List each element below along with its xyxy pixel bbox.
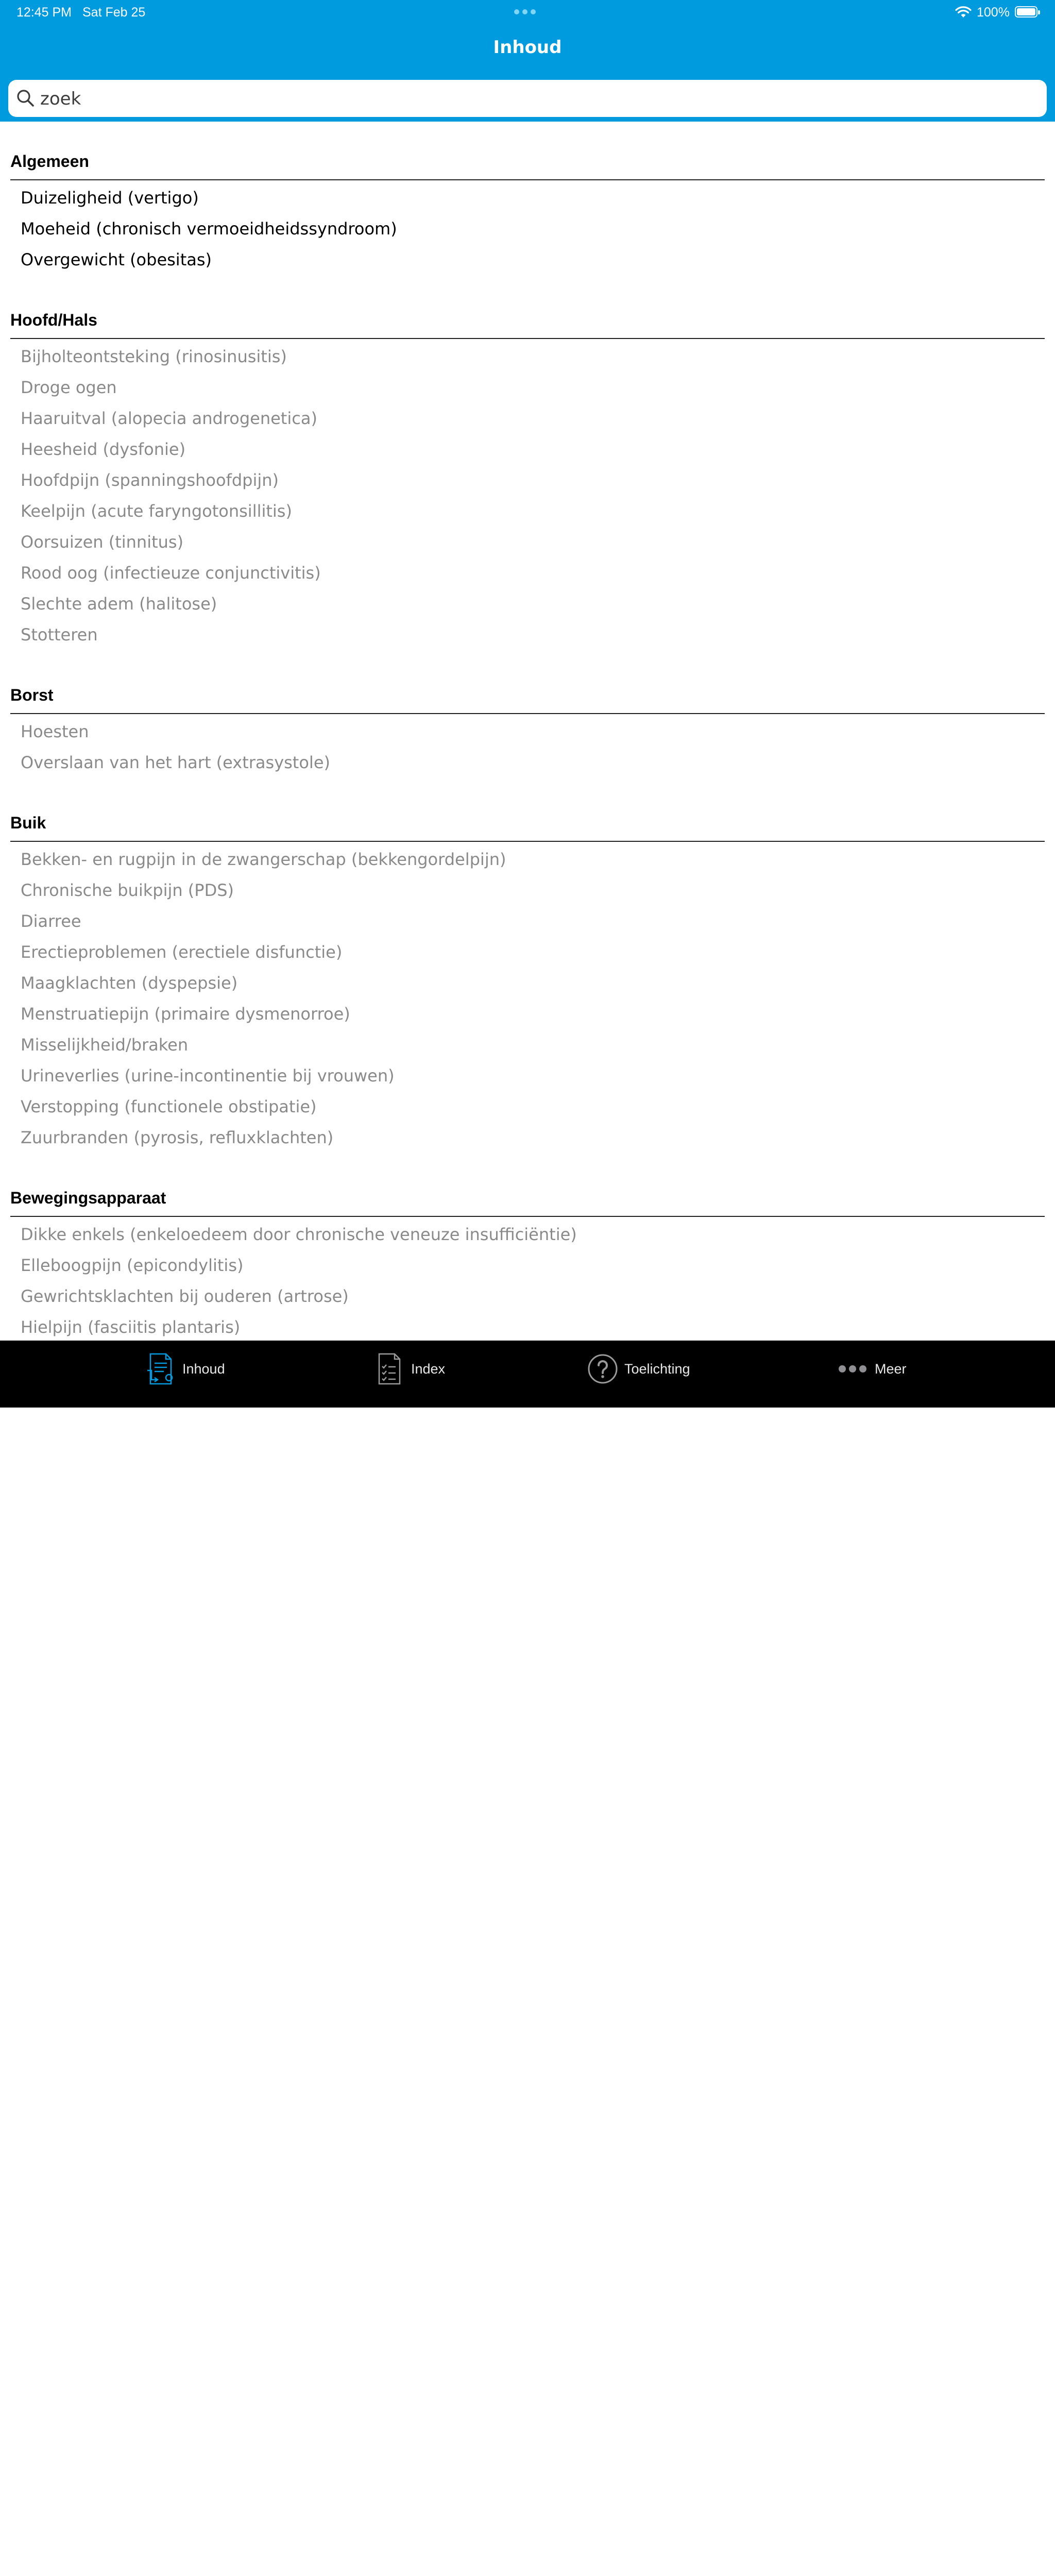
list-item[interactable]: Haaruitval (alopecia androgenetica)	[21, 409, 317, 428]
list-item[interactable]: Misselijkheid/braken	[21, 1035, 189, 1055]
section-header	[10, 1184, 1045, 1217]
list-item[interactable]: Overslaan van het hart (extrasystole)	[21, 753, 330, 772]
list-item[interactable]: Stotteren	[21, 625, 98, 645]
status-bar	[0, 0, 1055, 26]
section-items	[0, 339, 1055, 650]
list-item[interactable]: Rood oog (infectieuze conjunctivitis)	[21, 563, 321, 583]
list-item[interactable]: Droge ogen	[21, 378, 117, 397]
page-title: Inhoud	[493, 37, 562, 58]
wifi-icon	[955, 5, 972, 19]
section-header	[10, 809, 1045, 842]
list-item[interactable]: Keelpijn (acute faryngotonsillitis)	[21, 501, 292, 521]
contents-icon	[145, 1352, 176, 1386]
list-item[interactable]: Heesheid (dysfonie)	[21, 439, 186, 459]
section-bewegingsapparaat	[0, 1184, 1055, 1341]
list-item[interactable]: Verstopping (functionele obstipatie)	[21, 1097, 317, 1116]
status-time: 12:45 PM	[16, 5, 72, 20]
section-title: Buik	[10, 814, 46, 832]
list-item[interactable]: Oorsuizen (tinnitus)	[21, 532, 184, 552]
tab-label: Meer	[875, 1361, 907, 1377]
contents-list	[0, 122, 1055, 1341]
section-items	[0, 842, 1055, 1153]
section-title: Algemeen	[10, 152, 89, 171]
section-header	[10, 147, 1045, 180]
list-item[interactable]: Maagklachten (dyspepsie)	[21, 973, 238, 993]
tab-index[interactable]	[374, 1351, 445, 1387]
search-bar[interactable]	[8, 80, 1047, 117]
tab-label: Toelichting	[624, 1361, 690, 1377]
tab-toelichting[interactable]	[587, 1351, 690, 1387]
list-item[interactable]: Slechte adem (halitose)	[21, 594, 217, 614]
section-hoofd-hals	[0, 306, 1055, 650]
status-date: Sat Feb 25	[82, 5, 146, 20]
more-icon	[839, 1365, 866, 1372]
help-icon	[587, 1352, 618, 1386]
list-item[interactable]: Hoofdpijn (spanningshoofdpijn)	[21, 470, 279, 490]
list-item[interactable]: Bijholteontsteking (rinosinusitis)	[21, 347, 287, 366]
list-item[interactable]: Overgewicht (obesitas)	[21, 250, 212, 269]
search-input[interactable]	[39, 85, 1020, 113]
section-algemeen	[0, 147, 1055, 275]
section-title: Hoofd/Hals	[10, 311, 97, 329]
index-icon	[374, 1352, 405, 1386]
tab-label: Inhoud	[182, 1361, 225, 1377]
section-buik	[0, 809, 1055, 1153]
tab-inhoud[interactable]	[145, 1351, 225, 1387]
list-item[interactable]: Hoesten	[21, 722, 89, 741]
list-item[interactable]: Chronische buikpijn (PDS)	[21, 880, 234, 900]
tab-meer[interactable]	[839, 1351, 907, 1387]
tab-label: Index	[411, 1361, 446, 1377]
list-item[interactable]: Gewrichtsklachten bij ouderen (artrose)	[21, 1286, 349, 1306]
battery-icon	[1015, 6, 1037, 18]
tab-bar	[0, 1341, 1055, 1408]
list-item[interactable]: Erectieproblemen (erectiele disfunctie)	[21, 942, 343, 962]
list-item[interactable]: Menstruatiepijn (primaire dysmenorroe)	[21, 1004, 350, 1024]
section-items	[0, 714, 1055, 778]
top-bar	[0, 0, 1055, 122]
section-header	[10, 681, 1045, 714]
list-item[interactable]: Elleboogpijn (epicondylitis)	[21, 1256, 244, 1275]
section-header	[10, 306, 1045, 339]
list-item[interactable]: Dikke enkels (enkeloedeem door chronische veneuze insufficiëntie)	[21, 1225, 577, 1244]
section-items	[0, 1217, 1055, 1341]
list-item[interactable]: Urineverlies (urine-incontinentie bij vrouwen)	[21, 1066, 395, 1086]
list-item[interactable]: Bekken- en rugpijn in de zwangerschap (bekkengordelpijn)	[21, 850, 506, 869]
list-item[interactable]: Moeheid (chronisch vermoeidheidssyndroom)	[21, 219, 397, 239]
section-borst	[0, 681, 1055, 778]
section-items	[0, 180, 1055, 275]
section-title: Borst	[10, 686, 54, 704]
multitasking-dots-icon[interactable]	[514, 9, 536, 14]
battery-percentage: 100%	[977, 5, 1010, 20]
list-item[interactable]: Zuurbranden (pyrosis, refluxklachten)	[21, 1128, 334, 1147]
section-title: Bewegingsapparaat	[10, 1189, 166, 1207]
list-item[interactable]: Diarree	[21, 911, 81, 931]
list-item[interactable]: Duizeligheid (vertigo)	[21, 188, 199, 208]
search-icon	[15, 88, 36, 109]
list-item[interactable]: Hielpijn (fasciitis plantaris)	[21, 1317, 241, 1337]
